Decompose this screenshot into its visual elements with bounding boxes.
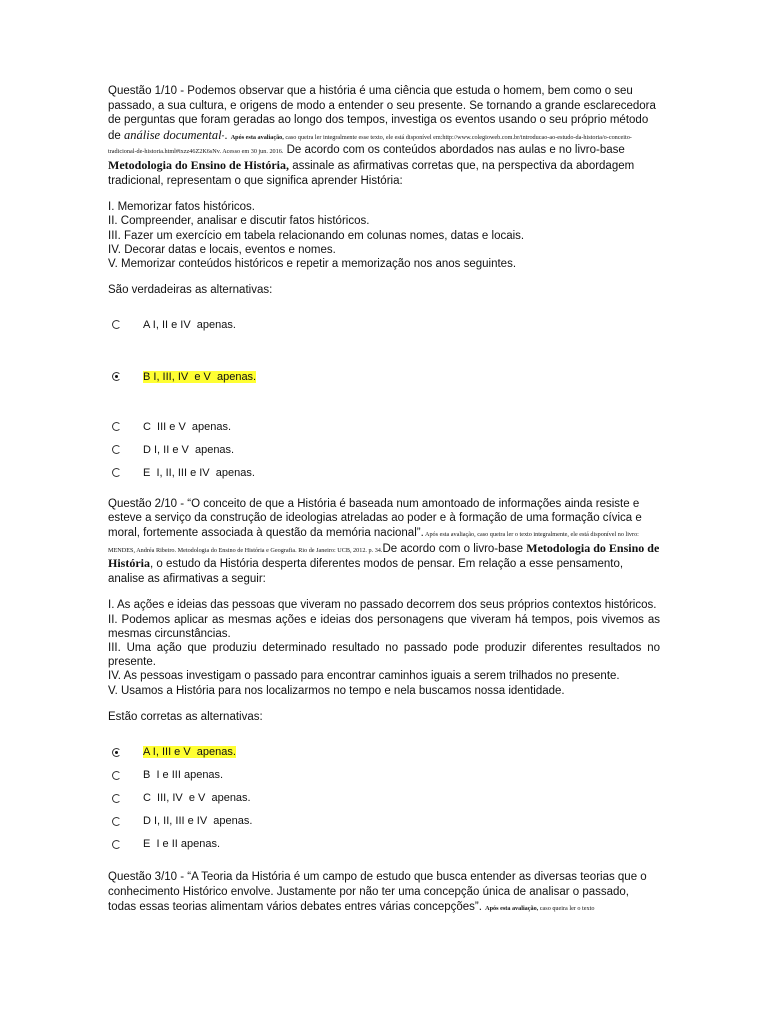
q1-option-c[interactable] — [112, 417, 660, 437]
option-label: D I, II, III e IV apenas. — [143, 815, 253, 828]
option-label: D I, II e V apenas. — [143, 443, 235, 456]
radio-checked-icon[interactable] — [112, 372, 121, 381]
option-label: E I e II apenas. — [143, 838, 221, 851]
q2-option-b[interactable] — [112, 765, 660, 785]
q1-prompt: São verdadeiras as alternativas: — [108, 284, 273, 297]
q1-cont2: assinale as afirmativas corretas que, na perspectiva da abordagem tradicional, representam o que significa aprender História: — [108, 159, 635, 187]
q2-cont2: , o estudo da História desperta diferentes modos de pensar. Em relação a esse pensamento, analise as afirmativas a seguir: — [108, 558, 624, 585]
list-item: IV. As pessoas investigam o passado para encontrar caminhos iguais a serem trilhados no presente. — [108, 670, 620, 683]
q1-intro: Questão 1/10 - Podemos observar que a história é uma ciência que estuda o homem, bem como o seu passado, a sua cultura, e origens de modo a entender o seu presente. Se tornando a grande esclarecedora de perguntas que foram geradas ao longo dos tempos, investiga os eventos usando o seu próprio método de — [108, 85, 656, 142]
q1-note-bold: Após esta avaliação, — [230, 133, 284, 141]
q3-note-rest: caso queira ler o texto — [538, 904, 595, 912]
list-item: III. Uma ação que produziu determinado resultado no passado pode produzir diferentes resultados no presente. — [108, 641, 660, 669]
option-label: C III e V apenas. — [143, 420, 232, 433]
radio-unchecked-icon[interactable] — [112, 422, 121, 431]
q3-paragraph — [108, 870, 660, 914]
option-label: B I e III apenas. — [143, 769, 224, 782]
q1-italic-phrase: análise documental — [124, 127, 222, 142]
radio-checked-icon[interactable] — [112, 748, 121, 757]
option-label-highlighted: A I, III e V apenas. — [143, 746, 236, 759]
q1-option-d[interactable] — [112, 440, 660, 460]
radio-unchecked-icon[interactable] — [112, 468, 121, 477]
q3-source-note — [485, 905, 594, 912]
q2-source-note: Após esta avaliação, caso queira ler o texto integralmente, ele está disponível no livro: MENDES, Andréa Ribeiro. Metodologia do Ensino de História e Geografia. Rio de Janeiro: UCB, 2012. p. 34. — [108, 530, 639, 554]
q2-option-e[interactable] — [112, 834, 660, 854]
radio-unchecked-icon[interactable] — [112, 840, 121, 849]
q1-option-e[interactable] — [112, 463, 660, 483]
q2-book-title: Metodologia do Ensino de História — [108, 540, 660, 571]
q2-cont1: De acordo com o livro-base — [382, 542, 527, 555]
q1-option-b[interactable] — [112, 367, 660, 387]
q3-intro: Questão 3/10 - “A Teoria da História é um campo de estudo que busca entender as diversas teorias que o conhecimento Histórico envolve. Justamente por não ter uma concepção única de analisar o passado, todas essas teorias alimentam vários debates entres várias concepções”. — [108, 871, 647, 913]
q1-option-a[interactable] — [112, 315, 660, 335]
radio-unchecked-icon[interactable] — [112, 320, 121, 329]
q2-prompt: Estão corretas as alternativas: — [108, 710, 263, 723]
list-item: II. Compreender, analisar e discutir fatos históricos. — [108, 215, 370, 228]
option-label: E I, II, III e IV apenas. — [143, 466, 255, 479]
list-item: IV. Decorar datas e locais, eventos e nomes. — [108, 243, 336, 256]
document-page — [108, 84, 660, 914]
q2-option-d[interactable] — [112, 811, 660, 831]
q2-options — [108, 742, 660, 854]
q1-quote-mark: ” — [221, 133, 225, 141]
radio-unchecked-icon[interactable] — [112, 817, 121, 826]
q1-cont1: De acordo com os conteúdos abordados nas aulas e no livro-base — [283, 144, 625, 157]
q1-statement-list — [108, 200, 660, 271]
radio-unchecked-icon[interactable] — [112, 771, 121, 780]
option-label: C III, IV e V apenas. — [143, 792, 251, 805]
option-label-highlighted: B I, III, IV e V apenas. — [143, 370, 257, 383]
radio-unchecked-icon[interactable] — [112, 445, 121, 454]
list-item: V. Usamos a História para nos localizarmos no tempo e nela buscamos nossa identidade. — [108, 684, 565, 697]
q2-option-c[interactable] — [112, 788, 660, 808]
q2-option-a[interactable] — [112, 742, 660, 762]
radio-unchecked-icon[interactable] — [112, 794, 121, 803]
list-item: III. Fazer um exercício em tabela relacionando em colunas nomes, datas e locais. — [108, 229, 525, 242]
list-item: I. Memorizar fatos históricos. — [108, 201, 255, 214]
q2-intro: Questão 2/10 - “O conceito de que a História é baseada num amontoado de informações ainda resiste e esteve a serviço da construção de ideologias atreladas ao poder e à formação de uma formação cívica e moral, fortemente associada à questão da memória nacional”. — [108, 497, 642, 539]
option-label: A I, II e IV apenas. — [143, 318, 236, 331]
q2-statement-list — [108, 598, 660, 697]
q3-note-bold: Após esta avaliação, — [485, 904, 539, 912]
q1-book-title: Metodologia do Ensino de História, — [108, 157, 290, 172]
q1-options — [108, 315, 660, 483]
q1-note-rest: caso queira ler integralmente esse texto, ele está disponível em:http://www.colegioweb.com.br/introducao-ao-estudo-da-historia/o-conceito-tradicional-de-historia.html#ixzz46Z2K6sNv. Acesso em 30 jun. 2016. — [108, 133, 632, 156]
q1-paragraph: Questão 1/10 - Podemos observar que a história é uma ciência que estuda o homem, bem como o seu passado, a sua cultura, e origens de modo a entender o seu presente. Se tornando a grande esclarecedora de perguntas que foram geradas ao longo dos tempos, investiga os eventos usando o seu próprio método de análise documental”. Após esta avaliação, caso queira ler integralmente esse texto, ele está disponível em:http://www.colegioweb.com.br/introducao-ao-estudo-da-historia/o-conceito-tradicional-de-historia.html#ixzz46Z2K6sNv. Acesso em 30 jun. 2016. De acordo com os conteúdos abordados nas aulas e no livro-base Metodologia do Ensino de História, assinale as afirmativas corretas que, na perspectiva da abordagem tradicional, representam o que significa aprender História: — [108, 85, 656, 187]
q2-paragraph — [108, 497, 660, 587]
list-item: II. Podemos aplicar as mesmas ações e ideias dos personagens que viveram há tempos, pois vivemos as mesmas circunstâncias. — [108, 613, 660, 640]
list-item: V. Memorizar conteúdos históricos e repetir a memorização nos anos seguintes. — [108, 257, 517, 270]
list-item: I. As ações e ideias das pessoas que viveram no passado decorrem dos seus próprios contextos históricos. — [108, 599, 657, 612]
